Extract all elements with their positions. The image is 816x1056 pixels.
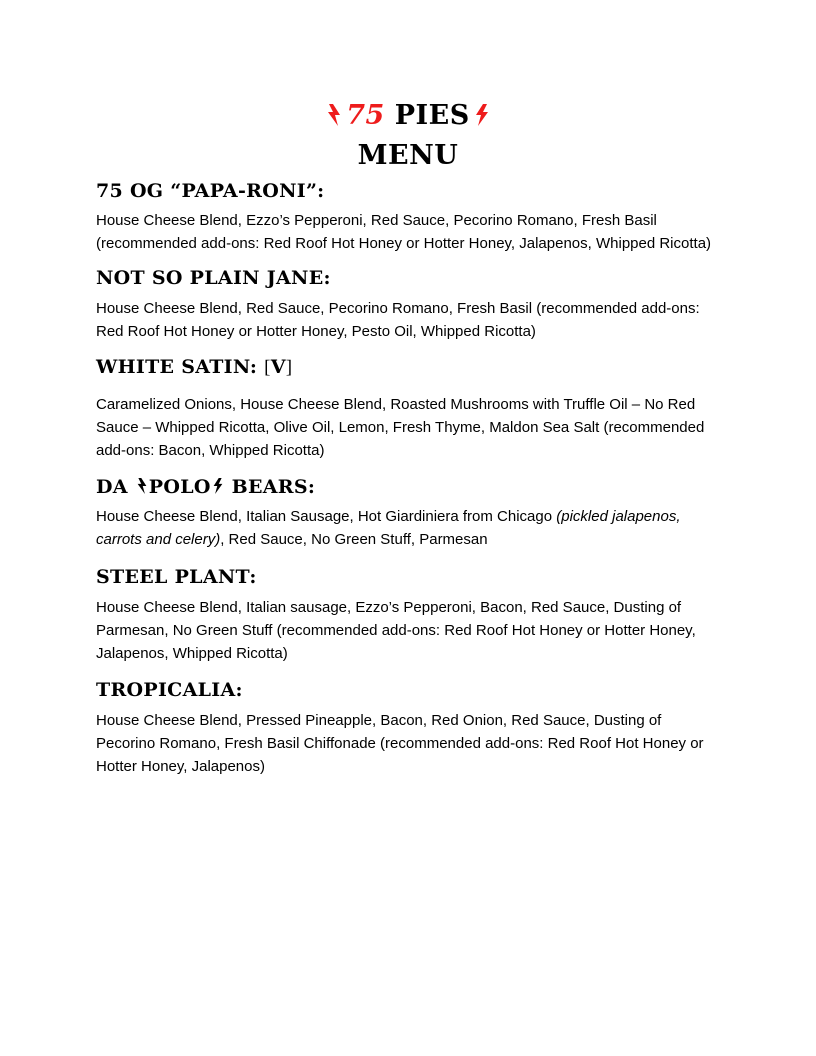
menu-item-heading	[96, 474, 720, 500]
menu-item	[96, 564, 720, 665]
menu-item-description: House Cheese Blend, Red Sauce, Pecorino Romano, Fresh Basil (recommended add-ons: Red Roof Hot Honey or Hotter Honey, Pesto Oil, Whipped Ricotta)	[96, 300, 700, 340]
description-note: (pickled jalapenos, carrots and celery)	[96, 508, 681, 548]
vegetarian-tag: [V]	[264, 356, 293, 378]
menu-item	[96, 265, 720, 343]
description-text: House Cheese Blend, Italian Sausage, Hot Giardiniera from Chicago	[96, 508, 553, 525]
menu-item-description: House Cheese Blend, Italian sausage, Ezzo’s Pepperoni, Bacon, Red Sauce, Dusting of Parmesan, No Green Stuff (recommended add-ons: Red Roof Hot Honey or Hotter Honey, Jalapenos, Whipped Ricotta)	[96, 599, 696, 662]
menu-item-name-prefix: DA	[96, 476, 128, 498]
menu-item-name-middle: POLO	[148, 476, 211, 498]
menu-item	[96, 677, 720, 778]
menu-subtitle: MENU	[357, 140, 459, 171]
title-number: 75	[346, 100, 385, 131]
menu-item-description: House Cheese Blend, Ezzo’s Pepperoni, Red Sauce, Pecorino Romano, Fresh Basil (recommended add-ons: Red Roof Hot Honey or Hotter Honey, Jalapenos, Whipped Ricotta)	[96, 212, 712, 252]
menu-item-name-suffix: BEARS:	[231, 476, 316, 498]
menu-item-heading	[96, 354, 720, 381]
lightning-bolt-icon	[474, 104, 490, 126]
title-word: PIES	[394, 100, 470, 131]
menu-item-name: TROPICALIA:	[96, 679, 243, 701]
vegetarian-tag-label: V	[270, 356, 286, 378]
menu-title	[96, 96, 720, 136]
menu-item-name: STEEL PLANT:	[96, 566, 257, 588]
menu-item	[96, 178, 720, 255]
menu-item	[96, 474, 720, 551]
menu-item-description	[96, 505, 720, 551]
menu-item-name: NOT SO PLAIN JANE:	[96, 267, 331, 289]
menu-item-name: WHITE SATIN:	[96, 356, 258, 378]
menu-item-description: House Cheese Blend, Pressed Pineapple, Bacon, Red Onion, Red Sauce, Dusting of Pecorino Romano, Fresh Basil Chiffonade (recommended add-ons: Red Roof Hot Honey or Hotter Honey, Jalapenos)	[96, 712, 704, 775]
menu-item	[96, 354, 720, 462]
menu-item-description: Caramelized Onions, House Cheese Blend, Roasted Mushrooms with Truffle Oil – No Red Sauce – Whipped Ricotta, Olive Oil, Lemon, Fresh Thyme, Maldon Sea Salt (recommended add-ons: Bacon, Whipped Ricotta)	[96, 396, 705, 459]
menu-page	[96, 96, 720, 778]
lightning-bolt-icon	[212, 478, 224, 494]
lightning-bolt-icon	[136, 478, 148, 494]
description-text: , Red Sauce, No Green Stuff, Parmesan	[220, 531, 488, 548]
menu-item-name: 75 OG “PAPA-RONI”:	[96, 180, 325, 202]
lightning-bolt-icon	[326, 104, 342, 126]
